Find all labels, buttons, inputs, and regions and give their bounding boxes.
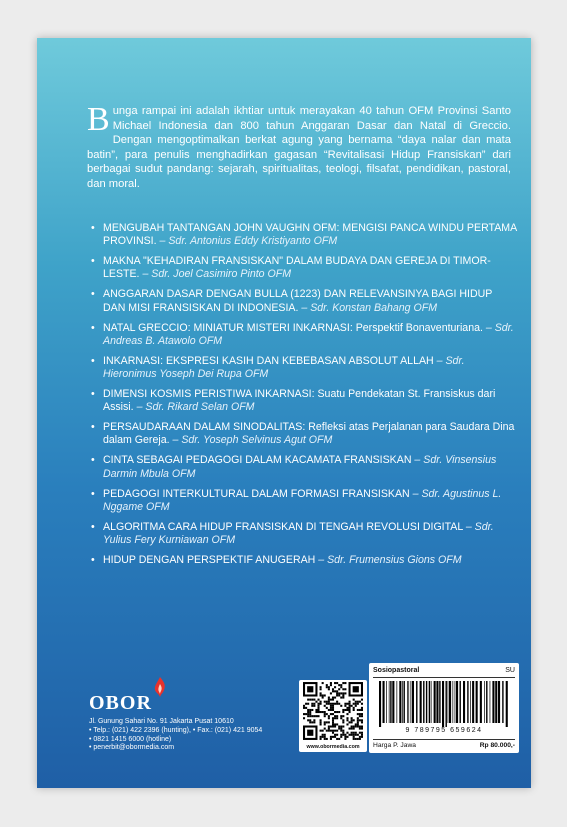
article-item (91, 488, 517, 514)
article-item (91, 255, 517, 281)
article-author: – Sdr. Yulius Fery Kurniawan OFM (103, 520, 494, 547)
article-subtitle: Suatu Pendekatan St. Fransiskus dari Assisi. (103, 388, 496, 414)
publisher-phone: • Telp.: (021) 422 2396 (hunting), • Fax.: (021) 421 9054 (89, 726, 263, 734)
barcode-icon (377, 681, 511, 727)
category-label: Sosiopastoral (373, 667, 420, 674)
price-label: Harga P. Jawa (373, 742, 416, 749)
article-title: HIDUP DENGAN PERSPEKTIF ANUGERAH (103, 554, 316, 567)
article-item (91, 355, 517, 381)
isbn-barcode-box (369, 663, 519, 753)
category-code: SU (505, 667, 515, 674)
article-title: ANGGARAN DASAR DENGAN BULLA (1223) DAN RELEVANSINYA BAGI HIDUP DAN MISI FRANSISKAN DI INDONESIA. (103, 288, 493, 314)
flame-icon (151, 676, 169, 698)
article-title: DIMENSI KOSMIS PERISTIWA INKARNASI: (103, 388, 315, 401)
publisher-address: Jl. Gunung Sahari No. 91 Jakarta Pusat 10610 (89, 718, 234, 725)
bullet-icon: • (91, 487, 95, 500)
article-list (91, 222, 517, 574)
article-author: – Sdr. Yoseph Selvinus Agut OFM (172, 434, 333, 447)
article-item (91, 521, 517, 547)
bullet-icon: • (91, 222, 95, 234)
article-item (91, 421, 517, 447)
website-url: www.obormedia.com (306, 744, 360, 750)
article-author: – Sdr. Agustinus L. Nggame OFM (103, 487, 502, 513)
article-item (91, 288, 517, 314)
bullet-icon: • (91, 288, 95, 301)
price-value: Rp 80.000,- (479, 742, 515, 749)
qr-code-box (299, 680, 367, 752)
article-title: PEDAGOGI INTERKULTURAL DALAM FORMASI FRANSISKAN (103, 487, 410, 500)
dropcap: B (87, 101, 110, 138)
article-item (91, 454, 517, 480)
article-title: ALGORITMA CARA HIDUP FRANSISKAN DI TENGAH REVOLUSI DIGITAL (103, 520, 463, 533)
bullet-icon: • (91, 520, 95, 533)
bullet-icon: • (91, 421, 95, 434)
back-cover (37, 38, 531, 788)
bullet-icon: • (91, 454, 95, 467)
publisher-hotline: • 0821 1415 6000 (hotline) (89, 735, 172, 743)
article-author: – Sdr. Antonius Eddy Kristiyanto OFM (159, 235, 338, 248)
isbn-number: 9 789795 659624 (405, 727, 483, 734)
article-author: – Sdr. Vinsensius Darmin Mbula OFM (103, 454, 497, 480)
article-title: CINTA SEBAGAI PEDAGOGI DALAM KACAMATA FRANSISKAN (103, 454, 412, 467)
article-item (91, 222, 517, 248)
article-item (91, 554, 517, 567)
bullet-icon: • (91, 554, 95, 567)
price-line (373, 739, 515, 749)
bullet-icon: • (91, 321, 95, 334)
article-author: – Sdr. Joel Casimiro Pinto OFM (142, 268, 292, 281)
intro-paragraph (87, 101, 511, 192)
article-title: PERSAUDARAAN DALAM SINODALITAS: (103, 421, 306, 434)
article-title: INKARNASI: EKSPRESI KASIH DAN KEBEBASAN ABSOLUT ALLAH (103, 354, 434, 367)
article-author: – Sdr. Rikard Selan OFM (136, 401, 255, 414)
logo-wordmark: OBOR (89, 692, 152, 714)
bullet-icon: • (91, 354, 95, 367)
article-subtitle: Refleksi atas Perjalanan para Saudara Dina dalam Gereja. (103, 421, 515, 447)
bullet-icon: • (91, 255, 95, 268)
article-author: – Sdr. Frumensius Gions OFM (318, 554, 462, 567)
barcode-header (373, 665, 515, 678)
article-item (91, 388, 517, 414)
intro-text: unga rampai ini adalah ikhtiar untuk merayakan 40 tahun OFM Provinsi Santo Michael Indonesia dan 800 tahun Anggaran Dasar dan Natal di Greccio. Dengan mengoptimalkan berkat agung yang bernama “daya nalar dan mata batin”, para penulis menghadirkan gagasan “Revitalisasi Hidup Fransiskan” dari berbagai sudut pandang: sejarah, spiritualitas, teologi, filsafat, pendidikan, pastoral, dan moral. (87, 105, 511, 190)
article-subtitle: Perspektif Bonaventuriana. (355, 321, 483, 334)
qr-code-icon (303, 682, 363, 740)
article-author: – Sdr. Andreas B. Atawolo OFM (103, 321, 514, 347)
article-title: NATAL GRECCIO: MINIATUR MISTERI INKARNASI: (103, 321, 353, 334)
publisher-email: • penerbit@obormedia.com (89, 744, 175, 752)
article-author: – Sdr. Hieronimus Yoseph Dei Rupa OFM (103, 354, 465, 381)
article-title: MENGUBAH TANTANGAN JOHN VAUGHN OFM: MENGISI PANCA WINDU PERTAMA PROVINSI. (103, 222, 517, 248)
article-title: MAKNA "KEHADIRAN FRANSISKAN" DALAM BUDAYA DAN GEREJA DI TIMOR-LESTE. (103, 255, 491, 281)
publisher-contacts (89, 718, 262, 753)
bullet-icon: • (91, 388, 95, 401)
article-item (91, 322, 517, 348)
article-author: – Sdr. Konstan Bahang OFM (301, 301, 438, 314)
